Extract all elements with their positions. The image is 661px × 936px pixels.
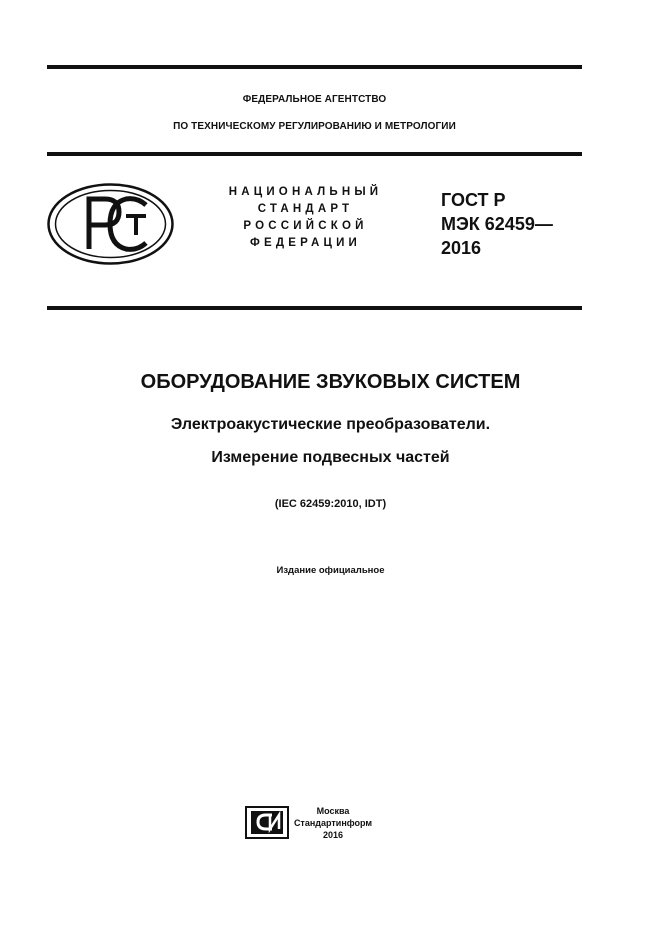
header-rule: [47, 152, 582, 156]
publisher-city: Москва: [316, 806, 350, 816]
national-line-3: РОССИЙСКОЙ: [243, 220, 368, 232]
document-subtitle-line2: Измерение подвесных частей: [211, 449, 450, 466]
gost-line-1: ГОСТ Р: [441, 190, 506, 210]
iec-reference: (IEC 62459:2010, IDT): [274, 498, 387, 510]
national-line-1: НАЦИОНАЛЬНЫЙ: [228, 186, 383, 198]
agency-name-line2: ПО ТЕХНИЧЕСКОМУ РЕГУЛИРОВАНИЮ И МЕТРОЛОГИИ: [173, 121, 456, 132]
standartinform-logo-icon: [245, 806, 289, 839]
publisher-name: Стандартинформ: [293, 818, 373, 828]
document-title: ОБОРУДОВАНИЕ ЗВУКОВЫХ СИСТЕМ: [140, 371, 521, 393]
gost-line-2: МЭК 62459—: [441, 214, 553, 234]
top-rule: [47, 65, 582, 69]
publisher-block: [293, 805, 373, 841]
edition-label: Издание официальное: [276, 565, 385, 576]
gost-line-3: 2016: [441, 238, 482, 258]
publisher-year: 2016: [322, 830, 344, 840]
standard-rule: [47, 306, 582, 310]
gost-designation: [441, 188, 553, 260]
national-standard-block: [213, 184, 398, 252]
rst-emblem-icon: [47, 183, 174, 265]
document-subtitle-line1: Электроакустические преобразователи.: [170, 416, 491, 433]
agency-name-line1: ФЕДЕРАЛЬНОЕ АГЕНТСТВО: [242, 94, 387, 105]
national-line-4: ФЕДЕРАЦИИ: [249, 237, 362, 249]
national-line-2: СТАНДАРТ: [257, 203, 354, 215]
